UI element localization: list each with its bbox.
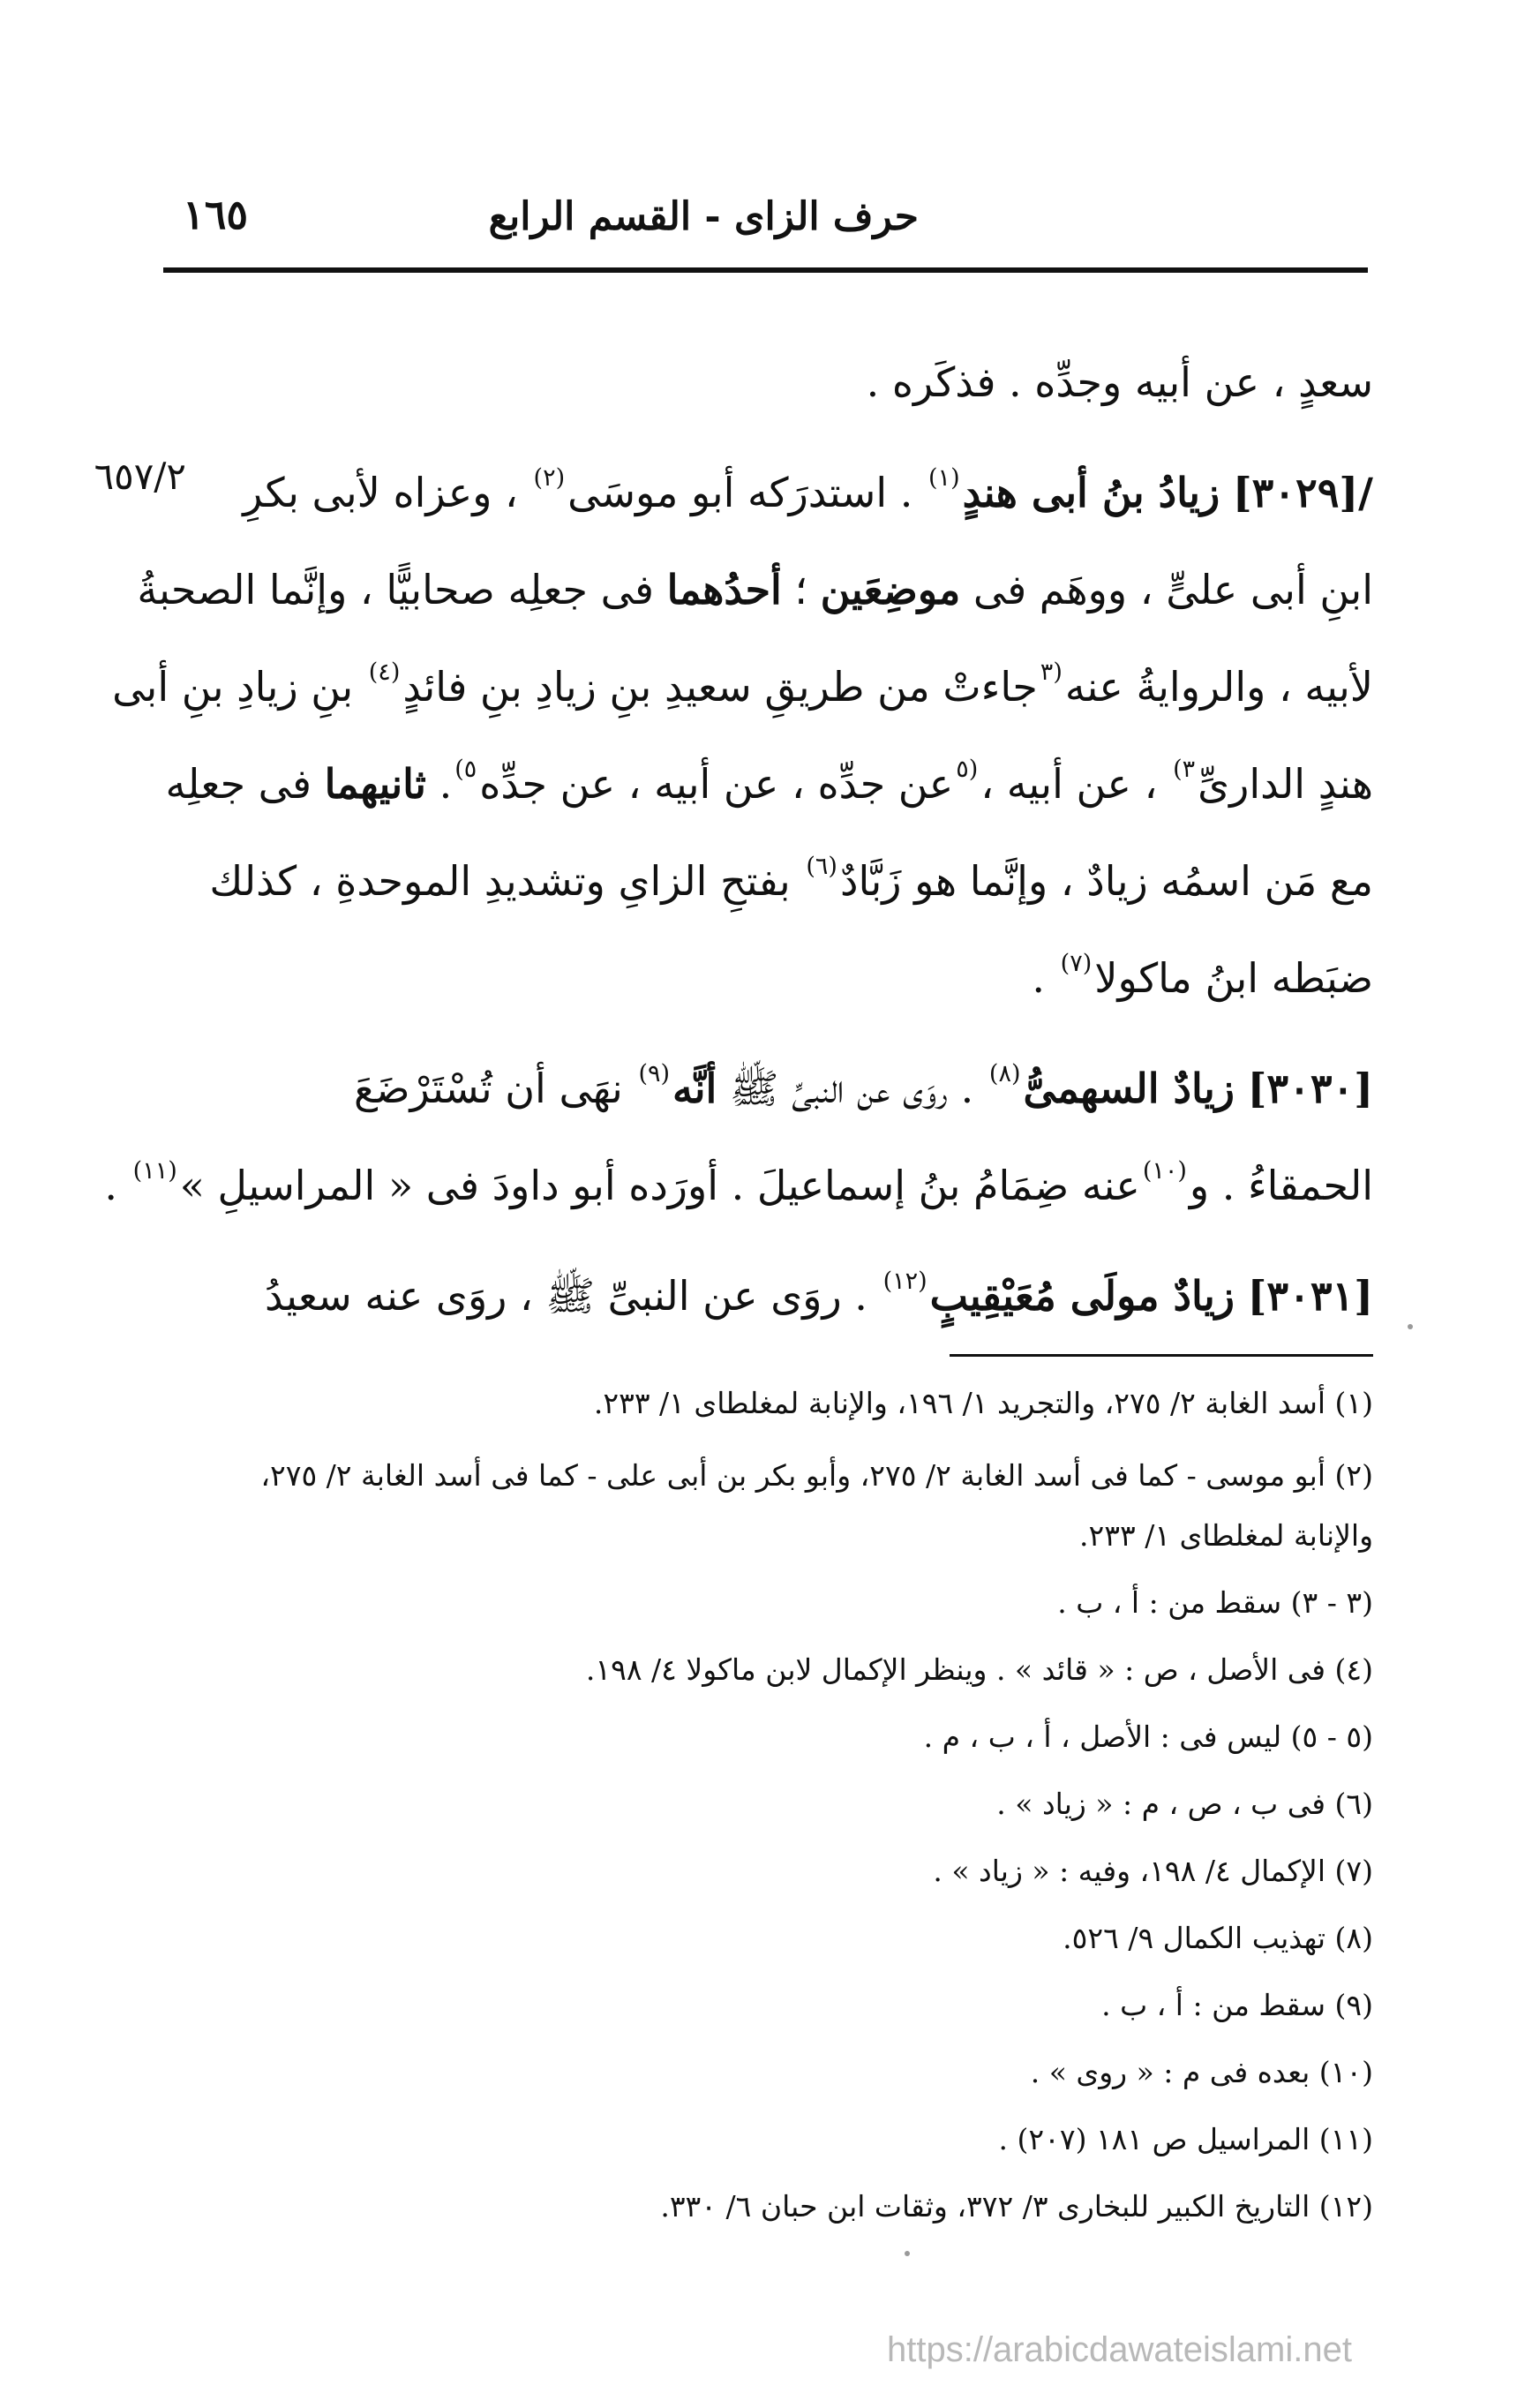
text-span: .	[439, 760, 453, 808]
footnote-marker: (١)	[928, 464, 960, 492]
text-span: أحدُهما	[666, 566, 782, 613]
footnote: (٧) الإكمال ٤/ ١٩٨، وفيه : « زياد » .	[933, 1854, 1373, 1888]
text-span: فى جعلِه صحابيًّا ، وإنَّما الصحبةُ	[137, 566, 654, 613]
entry-bracket: [	[1354, 1065, 1373, 1112]
footnote: (١٢) التاريخ الكبير للبخارى ٣/ ٣٧٢، وثقات ابن حبان ٦/ ٣٣٠.	[660, 2189, 1373, 2224]
entry-bracket: ]	[1247, 1065, 1267, 1112]
text-span: عنه ضِمَامُ بنُ إسماعيلَ . أورَده أبو داودَ فى « المراسيلِ »	[179, 1162, 1140, 1209]
text-span: ابنِ أبى علىٍّ ، ووهَم فى	[973, 566, 1373, 613]
footnote-marker: (١١)	[132, 1157, 177, 1185]
entry-name: زيادُ بنُ أبى هندٍ	[962, 469, 1220, 516]
text-span: نهَى أن تُسْتَرْضَعَ	[354, 1065, 623, 1112]
text-span: . روَى عن النبىِّ ﷺ	[729, 1065, 974, 1112]
entry-3030-line-1	[354, 1040, 1373, 1144]
footnote-marker: (٥	[956, 756, 979, 783]
footnote: (٢) أبو موسى - كما فى أسد الغابة ٢/ ٢٧٥، وأبو بكر بن أبى على - كما فى أسد الغابة ٢/ ٢٧٥،	[260, 1458, 1373, 1493]
watermark-url: https://arabicdawateislami.net	[887, 2330, 1352, 2369]
entry-3029-line-2	[137, 541, 1373, 638]
text-span: . استدرَكه أبو موسَى	[567, 469, 913, 516]
text-span: بنِ زيادِ بنِ أبى	[112, 663, 354, 711]
footnote-divider	[950, 1354, 1373, 1357]
text-span: الحمقاءُ . و	[1189, 1162, 1373, 1209]
footnote-marker: (٤)	[368, 658, 401, 686]
scan-speck	[905, 2251, 910, 2256]
text-line	[867, 334, 1373, 431]
chapter-title: حرف الزاى - القسم الرابع	[488, 194, 919, 239]
text-span: ، وعزاه لأبى بكرِ	[243, 469, 518, 516]
footnote: (٤) فى الأصل ، ص : « قائد » . وينظر الإكمال لابن ماكولا ٤/ ١٩٨.	[585, 1652, 1373, 1687]
text-span: هندٍ الدارىِّ	[1198, 760, 1373, 808]
text-span: جاءتْ من طريقِ سعيدِ بنِ زيادِ بنِ فائدٍ	[402, 663, 1038, 711]
text-span: أنَّه	[672, 1065, 717, 1112]
entry-3029-line-5	[209, 832, 1373, 937]
text-span: ؛	[794, 566, 808, 613]
entry-3031-line-1	[265, 1247, 1373, 1351]
margin-reference: ٦٥٧/٢	[94, 455, 186, 498]
text-span: مع مَن اسمُه زيادٌ ، وإنَّما هو زَبَّادٌ	[839, 857, 1373, 905]
entry-name: زيادٌ مولَى مُعَيْقِيبٍ	[929, 1272, 1235, 1320]
footnote-marker: (١٠)	[1142, 1157, 1187, 1185]
footnote: (٣ - ٣) سقط من : أ ، ب .	[1057, 1585, 1373, 1620]
footnote-marker: (١٢)	[882, 1268, 927, 1295]
entry-3029-line-1	[243, 444, 1373, 548]
footnote: (٦) فى ب ، ص ، م : « زياد » .	[996, 1787, 1373, 1821]
text-span: .	[1032, 954, 1046, 1002]
footnote-marker: (٦)	[806, 853, 837, 880]
text-span: . روَى عن النبىِّ ﷺ ، روَى عنه سعيدُ	[264, 1272, 867, 1320]
text-span: عن جدِّه ، عن أبيه ، عن جدِّه	[479, 760, 954, 808]
running-header	[163, 187, 1369, 258]
footnote-marker: (٢)	[533, 464, 566, 492]
footnote-marker: (٨)	[988, 1060, 1021, 1087]
entry-bracket: [	[1354, 1272, 1373, 1320]
entry-number: ٣٠٣١	[1266, 1272, 1355, 1320]
footnote: (٩) سقط من : أ ، ب .	[1101, 1988, 1373, 2022]
footnote: (١) أسد الغابة ٢/ ٢٧٥، والتجريد ١/ ١٩٦، والإنابة لمغلطاى ١/ ٢٣٣.	[593, 1386, 1373, 1420]
text-span: سعدٍ ، عن أبيه وجدِّه . فذكَره .	[866, 358, 1373, 406]
page-number: ١٦٥	[183, 191, 249, 238]
entry-number: ٣٠٣٠	[1266, 1065, 1355, 1112]
footnote-marker: ٣)	[1173, 756, 1196, 783]
footnote-marker: (٩)	[638, 1060, 671, 1087]
entry-number: ٣٠٢٩	[1251, 469, 1340, 516]
entry-name: زيادٌ السهمىُّ	[1023, 1065, 1235, 1112]
entry-3029-line-3	[112, 638, 1373, 742]
header-divider	[163, 267, 1368, 273]
entry-bracket: /[	[1339, 469, 1373, 516]
entry-3030-line-2	[104, 1137, 1373, 1241]
footnote: (٥ - ٥) ليس فى : الأصل ، أ ، ب ، م .	[923, 1719, 1373, 1754]
text-span: ضبَطه ابنُ ماكولا	[1094, 954, 1373, 1002]
entry-3029-line-6	[1032, 929, 1373, 1034]
entry-bracket: ]	[1232, 469, 1252, 516]
entry-3029-line-4	[166, 735, 1373, 839]
footnote: (١١) المراسيل ص ١٨١ (٢٠٧) .	[998, 2122, 1373, 2156]
footnote: والإنابة لمغلطاى ١/ ٢٣٣.	[1079, 1518, 1373, 1553]
footnote-marker: (٧)	[1060, 950, 1093, 977]
footnote: (١٠) بعده فى م : « روى » .	[1030, 2055, 1373, 2089]
text-span: موضِعَين	[820, 566, 961, 613]
entry-bracket: ]	[1247, 1272, 1267, 1320]
text-span: ، عن أبيه ،	[980, 760, 1158, 808]
footnote-marker: ٥)	[454, 756, 477, 783]
text-span: .	[104, 1162, 118, 1209]
footnote-marker: (٣	[1040, 658, 1063, 686]
scan-speck	[1408, 1324, 1413, 1329]
text-span: ثانيهما	[324, 760, 426, 808]
text-span: فى جعلِه	[165, 760, 312, 808]
text-span: بفتحِ الزاىِ وتشديدِ الموحدةِ ، كذلك	[209, 857, 791, 905]
text-span: لأبيه ، والروايةُ عنه	[1064, 663, 1373, 711]
footnote: (٨) تهذيب الكمال ٩/ ٥٢٦.	[1063, 1921, 1373, 1955]
